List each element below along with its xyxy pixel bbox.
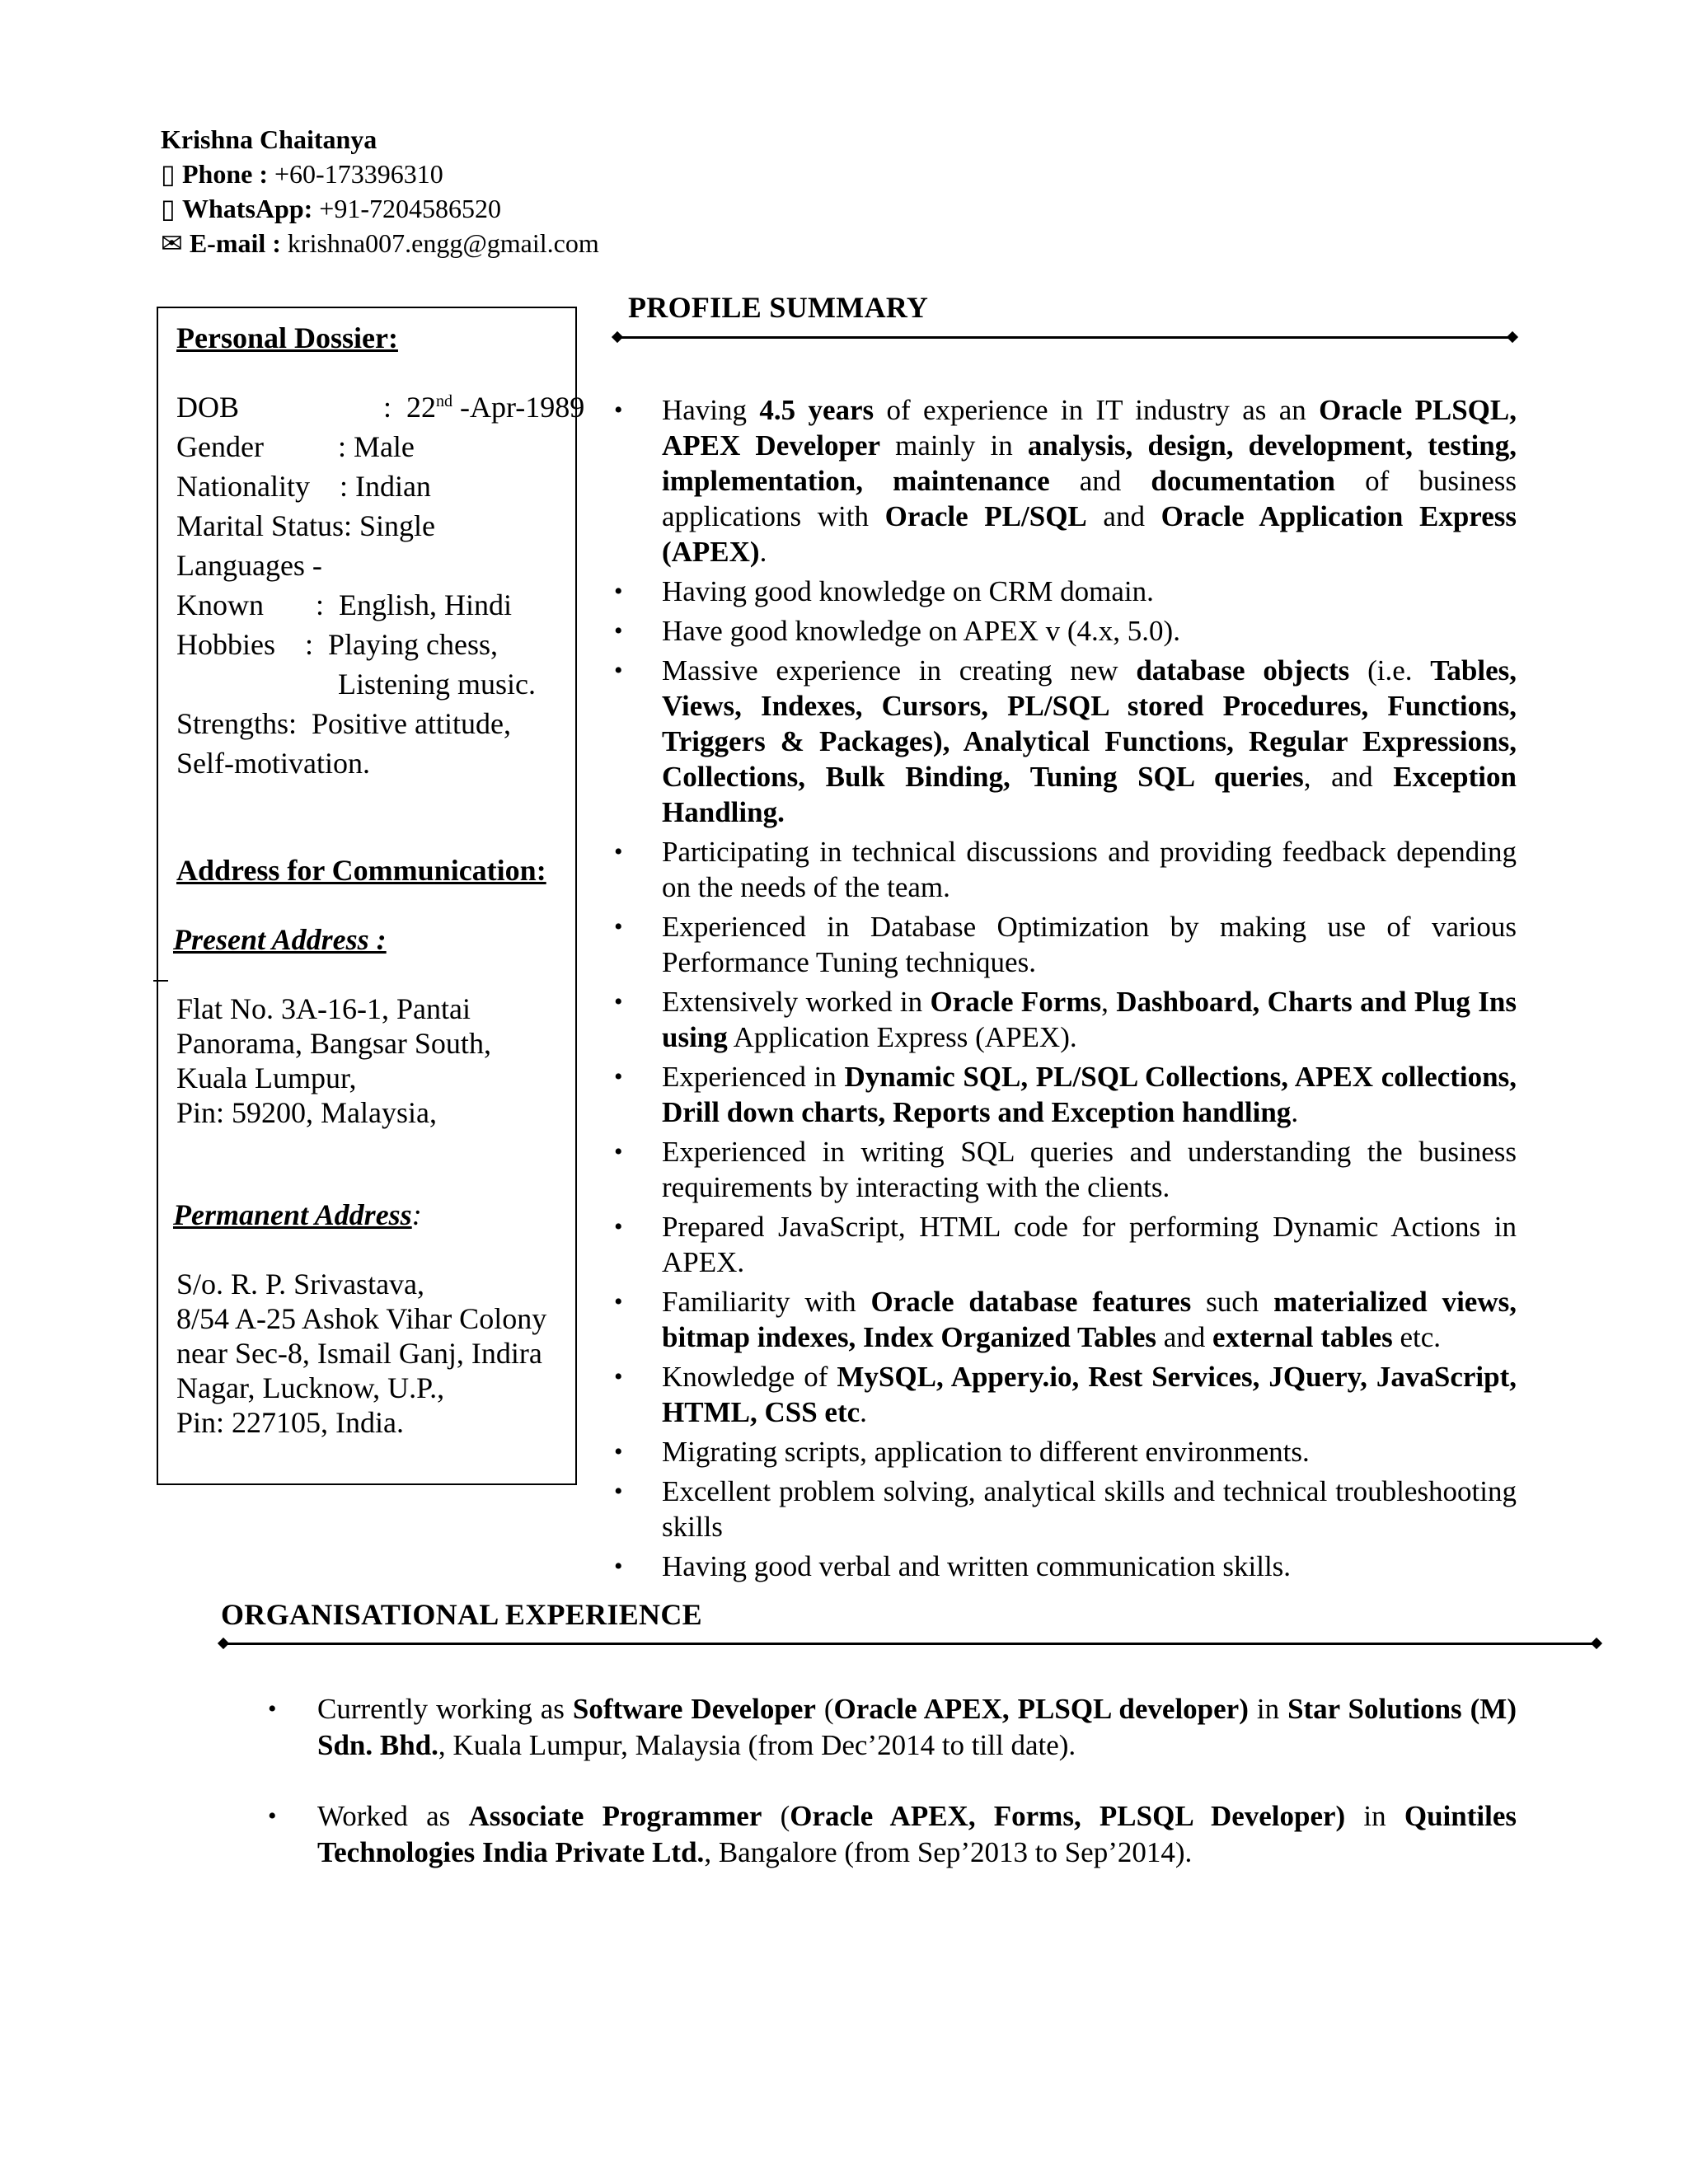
present-address-line: Panorama, Bangsar South, [176,1027,491,1060]
bold-text: Quintiles Technologies India Private Ltd. [317,1800,1517,1868]
permanent-address-line: near Sec-8, Ismail Ganj, Indira [176,1337,542,1370]
whatsapp-value: +91-7204586520 [319,194,501,223]
email-label: E-mail : [189,228,281,258]
experience-rule [223,1643,1597,1645]
email-line [161,226,599,260]
text: Application Express (APEX). [727,1021,1077,1053]
bullet-item [614,653,1517,830]
bold-text: 4.5 years [759,394,874,426]
bold-text: Oracle Forms [930,986,1102,1018]
bullet-item [614,1359,1517,1430]
bold-text: Oracle Application Express (APEX) [662,500,1517,568]
bullet-icon: • [614,578,623,605]
bold-text: documentation [1151,465,1336,497]
dob-label: DOB [176,391,240,424]
bold-text: Oracle database features [870,1286,1192,1318]
whatsapp-label: WhatsApp: [182,194,313,223]
bold-text: Oracle PL/SQL [884,500,1087,532]
text: , Bangalore (from Sep’2013 to Sep’2014). [704,1836,1193,1868]
dob-rest: -Apr-1989 [460,391,585,424]
text: in [1248,1693,1288,1725]
bullet-icon: • [614,838,623,865]
address-title: Address for Communication: [176,854,546,887]
candidate-name: Krishna Chaitanya [161,124,377,154]
bullet-item [268,1798,1517,1871]
text: Prepared JavaScript, HTML code for performing Dynamic Actions in APEX. [662,1211,1517,1278]
text: Having good knowledge on CRM domain. [662,575,1154,607]
bold-text: Oracle APEX, Forms, PLSQL Developer) [790,1800,1346,1832]
bullet-icon: • [614,657,623,684]
text: . [860,1396,867,1428]
text: Having [662,394,760,426]
bullet-icon: • [614,1063,623,1090]
text: Experienced in writing SQL queries and understanding the business requirements by interacting with the clients. [662,1136,1517,1203]
experience-list [268,1691,1517,1905]
bullet-icon: • [614,1138,623,1165]
dob-suffix: nd [436,392,453,410]
bullet-item [614,1434,1517,1469]
dossier-title: Personal Dossier: [176,321,398,354]
text: and [1156,1321,1213,1353]
permanent-address-line: Pin: 227105, India. [176,1406,404,1439]
permanent-colon: : [411,1198,422,1231]
personal-dossier-box [157,307,585,1485]
contact-header [161,122,599,260]
text: Experienced in Database Optimization by making use of various Performance Tuning techniques. [662,911,1517,978]
phone-label: Phone : [182,159,268,189]
text: of business applications with [662,465,1517,532]
permanent-address-line: Nagar, Lucknow, U.P., [176,1371,445,1404]
text: mainly in [880,429,1028,462]
bold-text: MySQL, Appery.io, Rest Services, JQuery, JavaScript, HTML, CSS etc [662,1361,1517,1428]
bullet-item [268,1691,1517,1764]
bullet-item [614,574,1517,609]
bullet-item [614,1284,1517,1355]
text: such [1191,1286,1274,1318]
strengths-row-2: Self-motivation. [176,747,370,780]
bold-text: Oracle APEX, PLSQL developer) [833,1693,1249,1725]
bullet-item [614,1474,1517,1544]
bullet-item [614,392,1517,569]
bullet-icon: • [614,1363,623,1390]
hobbies-row: Hobbies : Playing chess, [176,628,498,661]
bullet-icon: • [614,1288,623,1315]
bold-text: external tables [1212,1321,1393,1353]
bullet-icon: • [614,1478,623,1505]
bullet-icon: • [614,1438,623,1465]
bullet-icon: • [614,617,623,644]
text: and [1086,500,1161,532]
phone-value: +60-173396310 [274,159,443,189]
whatsapp-icon: ▯ [161,194,176,223]
bold-text: Star Solutions (M) Sdn. Bhd. [317,1693,1517,1761]
email-value: krishna007.engg@gmail.com [287,228,599,258]
bullet-item [614,1209,1517,1280]
bullet-item [614,1059,1517,1130]
text: . [759,536,767,568]
dob-day: 22 [406,391,437,424]
present-address-line: Kuala Lumpur, [176,1062,357,1094]
text: Have good knowledge on APEX v (4.x, 5.0). [662,615,1180,647]
present-address-line: Flat No. 3A-16-1, Pantai [176,992,471,1025]
permanent-address-title: Permanent Address [173,1198,412,1231]
text: Having good verbal and written communication skills. [662,1550,1292,1582]
hobbies-row-2: Listening music. [338,668,536,701]
margin-tick [153,980,168,982]
bullet-icon: • [614,988,623,1015]
phone-line [161,157,599,191]
bullet-icon: • [614,1553,623,1580]
bullet-icon: • [614,1213,623,1240]
text: Participating in technical discussions and providing feedback depending on the needs of the team. [662,836,1517,903]
gender-row: Gender : Male [176,430,415,463]
text: , [1101,986,1117,1018]
text: Extensively worked in [662,986,931,1018]
marital-row: Marital Status: Single [176,509,435,542]
bold-text: Associate Programmer [468,1800,762,1832]
bold-text: analysis, design, development, testing, implementation, maintenance [662,429,1517,497]
bold-text: Dashboard, Charts and Plug Ins using [662,986,1517,1053]
text: in [1345,1800,1404,1832]
bold-text: Exception Handling. [662,761,1517,828]
text: Experienced in [662,1061,845,1093]
text: ( [815,1693,834,1725]
profile-summary-rule [617,336,1513,339]
dob-row [176,387,584,427]
profile-summary-heading: PROFILE SUMMARY [628,291,929,324]
experience-heading: ORGANISATIONAL EXPERIENCE [221,1598,702,1631]
bullet-icon: • [268,1695,277,1722]
envelope-icon: ✉ [161,228,183,258]
permanent-address-line: S/o. R. P. Srivastava, [176,1268,425,1301]
whatsapp-line [161,191,599,226]
bullet-item [614,834,1517,905]
text: Familiarity with [662,1286,871,1318]
text: Knowledge of [662,1361,837,1393]
bullet-item [614,1134,1517,1205]
text: Massive experience in creating new [662,654,1137,687]
text: Currently working as [317,1693,573,1725]
text: ( [762,1800,790,1832]
bold-text: materialized views, bitmap indexes, Index Organized Tables [662,1286,1517,1353]
nationality-row: Nationality : Indian [176,470,431,503]
text: etc. [1392,1321,1442,1353]
permanent-address-heading [173,1195,422,1235]
permanent-address-line: 8/54 A-25 Ashok Vihar Colony [176,1302,547,1335]
text: Worked as [317,1800,469,1832]
text: . [1291,1096,1299,1128]
bullet-item [614,613,1517,649]
text: Migrating scripts, application to different environments. [662,1436,1310,1468]
bullet-item [614,1549,1517,1584]
profile-summary-list [614,392,1517,1588]
languages-row: Languages - [176,549,322,582]
bullet-item [614,984,1517,1055]
present-address-title: Present Address : [173,923,387,956]
phone-icon: ▯ [161,159,176,189]
bold-text: Dynamic SQL, PL/SQL Collections, APEX collections, Drill down charts, Reports and Exception handling [662,1061,1517,1128]
bold-text: Oracle PLSQL, APEX Developer [662,394,1517,462]
dob-colon: : [383,391,392,424]
bullet-icon: • [614,396,623,424]
bullet-item [614,909,1517,980]
bold-text: Tables, Views, Indexes, Cursors, PL/SQL stored Procedures, Functions, Triggers & Packages), Analytical Functions, Regular Expressions, Collections, Bulk Binding, Tuning SQL queries [662,654,1517,793]
present-address-line: Pin: 59200, Malaysia, [176,1096,437,1129]
text: and [1049,465,1151,497]
text: , and [1303,761,1394,793]
known-row: Known : English, Hindi [176,588,513,621]
text: , Kuala Lumpur, Malaysia (from Dec’2014 to till date). [438,1729,1076,1761]
text: of experience in IT industry as an [874,394,1320,426]
text: Excellent problem solving, analytical skills and technical troubleshooting skills [662,1475,1517,1543]
bold-text: Software Developer [572,1693,816,1725]
text: (i.e. [1349,654,1431,687]
bullet-icon: • [614,913,623,940]
strengths-row: Strengths: Positive attitude, [176,707,511,740]
bold-text: database objects [1136,654,1350,687]
bullet-icon: • [268,1802,277,1830]
